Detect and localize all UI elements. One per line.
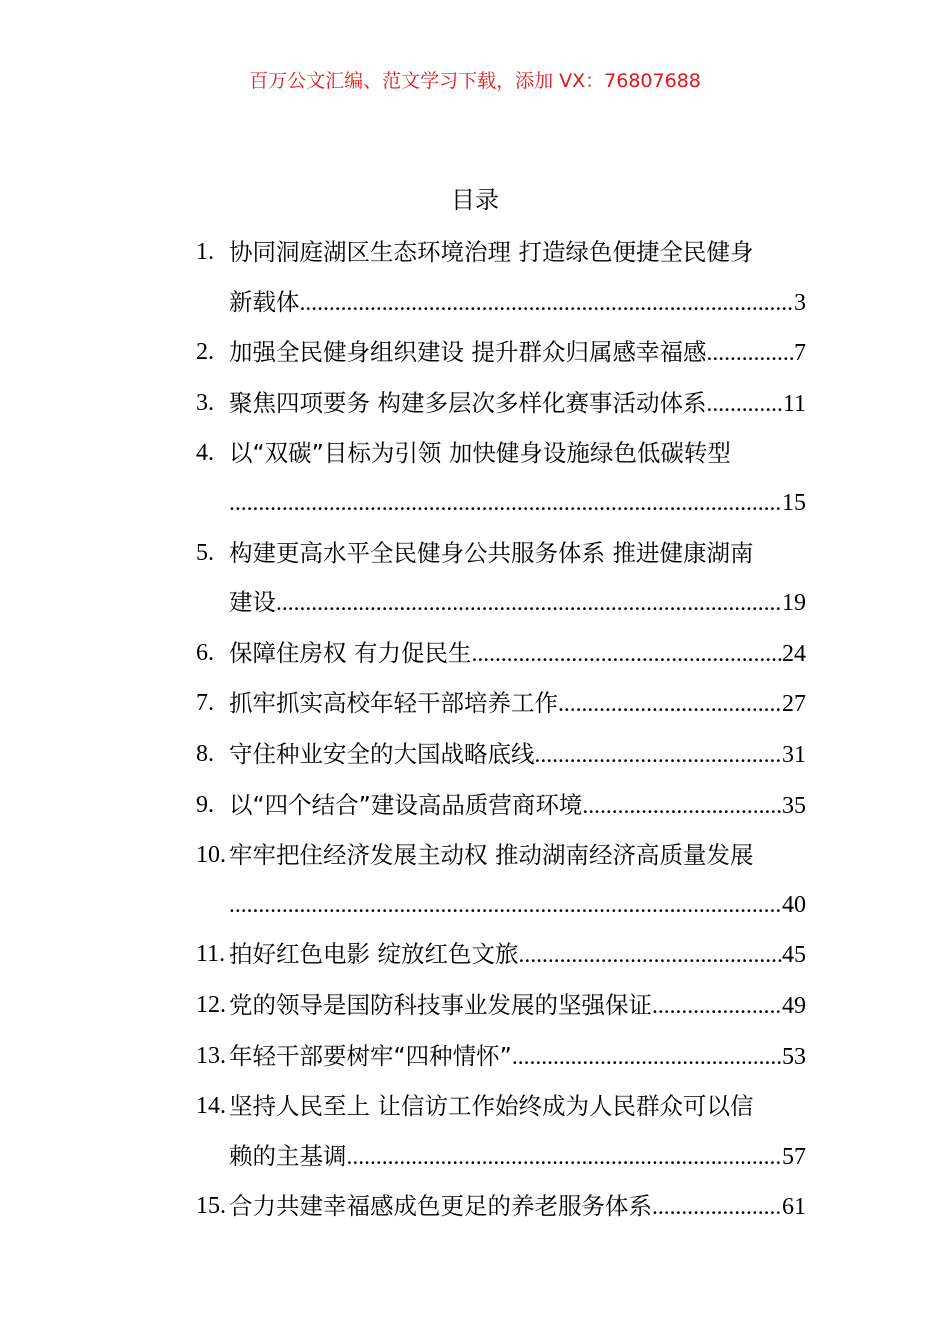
toc-entry-number: 6. — [196, 639, 214, 666]
toc-entry-text — [229, 1032, 806, 1083]
toc-page-number: 40 — [782, 891, 806, 918]
toc-entry-number: 3. — [196, 389, 214, 416]
toc-entry[interactable] — [196, 629, 806, 680]
dot-leader — [300, 279, 795, 329]
dot-leader — [535, 731, 783, 781]
dot-leader — [229, 479, 782, 529]
page-title: 目录 — [451, 186, 499, 214]
toc-entry-text — [229, 629, 806, 680]
toc-entry-last-line — [229, 679, 806, 730]
toc-entry-last-line — [229, 278, 806, 329]
toc-entry-last-line — [229, 629, 806, 680]
toc-entry-text — [229, 730, 806, 781]
toc-entry-number: 11. — [196, 941, 226, 968]
toc-page-number: 15 — [782, 489, 806, 516]
toc-entry-text — [229, 228, 806, 328]
toc-entry-text — [229, 981, 806, 1032]
toc-entry-text — [229, 1182, 806, 1233]
toc-entry[interactable] — [196, 981, 806, 1032]
toc-page-number: 24 — [782, 640, 806, 667]
dot-leader — [652, 1183, 782, 1233]
toc-entry-last-line — [229, 578, 806, 629]
toc-entry-number: 7. — [196, 690, 214, 717]
toc-entry[interactable] — [196, 328, 806, 379]
toc-entry-line: 构建更高水平全民健身公共服务体系 推进健康湖南 — [229, 538, 754, 567]
toc-entry[interactable] — [196, 781, 806, 832]
toc-entry-number: 9. — [196, 791, 214, 818]
toc-entry[interactable] — [196, 228, 806, 328]
toc-entry-number: 14. — [196, 1093, 226, 1120]
toc-entry[interactable] — [196, 379, 806, 430]
toc-entry[interactable] — [196, 930, 806, 981]
toc-page-number: 11 — [782, 390, 806, 417]
toc-page-number: 49 — [782, 992, 806, 1019]
toc-entry-number: 4. — [196, 440, 214, 467]
toc-entry[interactable] — [196, 831, 806, 930]
toc-entry-last-line — [229, 781, 806, 832]
toc-entry-text — [229, 529, 806, 629]
toc-entry[interactable] — [196, 1182, 806, 1233]
toc-entry[interactable] — [196, 529, 806, 629]
toc-entry-line: 新载体 — [229, 287, 300, 316]
toc-entry-last-line — [229, 930, 806, 981]
toc-page-number: 7 — [794, 340, 806, 367]
toc-page-number: 3 — [794, 289, 806, 316]
toc-entry-line: 拍好红色电影 绽放红色文旅 — [229, 940, 519, 969]
dot-leader — [276, 579, 782, 629]
toc-page-number: 19 — [782, 590, 806, 617]
toc-entry-line: 建设 — [229, 588, 276, 617]
toc-entry-number: 10. — [196, 842, 226, 869]
toc-entry-text — [229, 930, 806, 981]
toc-entry-line: 党的领导是国防科技事业发展的坚强保证 — [229, 990, 652, 1019]
toc-entry-last-line — [229, 1132, 806, 1183]
toc-entry-line: 守住种业安全的大国战略底线 — [229, 739, 535, 768]
toc-entry-last-line — [229, 881, 806, 931]
dot-leader — [347, 1133, 783, 1183]
dot-leader — [652, 982, 782, 1032]
dot-leader — [471, 630, 782, 680]
dot-leader — [706, 380, 782, 430]
toc-page-number: 61 — [782, 1194, 806, 1221]
toc-entry[interactable] — [196, 1032, 806, 1083]
toc-entry-last-line — [229, 981, 806, 1032]
toc-page-number: 57 — [782, 1143, 806, 1170]
toc-entry-number: 12. — [196, 991, 226, 1018]
toc-entry[interactable] — [196, 429, 806, 528]
toc-entry-text — [229, 781, 806, 832]
toc-entry-line: 抓牢抓实高校年轻干部培养工作 — [229, 689, 558, 718]
toc-page-number: 53 — [782, 1043, 806, 1070]
toc-entry-text — [229, 679, 806, 730]
toc-entry-text — [229, 429, 806, 528]
toc-entry-number: 8. — [196, 740, 214, 767]
dot-leader — [558, 680, 782, 730]
toc-page-number: 35 — [782, 792, 806, 819]
watermark-header: 百万公文汇编、范文学习下载，添加 VX：76807688 — [249, 70, 701, 92]
dot-leader — [706, 329, 794, 379]
toc-entry-line: 以“四个结合”建设高品质营商环境 — [229, 790, 583, 819]
toc-entry-line: 年轻干部要树牢“四种情怀” — [229, 1041, 512, 1070]
dot-leader — [229, 881, 782, 931]
dot-leader — [582, 782, 782, 832]
toc-entry-line: 保障住房权 有力促民生 — [229, 638, 472, 667]
toc-entry-line: 加强全民健身组织建设 提升群众归属感幸福感 — [229, 338, 707, 367]
dot-leader — [518, 931, 782, 981]
toc-entry-text — [229, 831, 806, 930]
toc-entry-last-line — [229, 1032, 806, 1083]
toc-entry-text — [229, 328, 806, 379]
toc-entry-last-line — [229, 1182, 806, 1233]
toc-entry-number: 1. — [196, 239, 214, 265]
toc-entry-line: 合力共建幸福感成色更足的养老服务体系 — [229, 1192, 652, 1221]
toc-entry[interactable] — [196, 730, 806, 781]
toc-entry-text — [229, 1082, 806, 1182]
toc-entry-number: 5. — [196, 539, 214, 566]
dot-leader — [512, 1033, 782, 1083]
toc-page-number: 27 — [782, 691, 806, 718]
toc-entry-line: 聚焦四项要务 构建多层次多样化赛事活动体系 — [229, 388, 707, 417]
toc-entry-line: 牢牢把住经济发展主动权 推动湖南经济高质量发展 — [229, 841, 754, 870]
table-of-contents — [196, 228, 806, 1233]
toc-entry-line: 协同洞庭湖区生态环境治理 打造绿色便捷全民健身 — [229, 238, 754, 266]
toc-entry-last-line — [229, 328, 806, 379]
toc-entry-line: 坚持人民至上 让信访工作始终成为人民群众可以信 — [229, 1092, 754, 1121]
toc-entry-text — [229, 379, 806, 430]
toc-entry[interactable] — [196, 1082, 806, 1182]
toc-entry-line: 赖的主基调 — [229, 1141, 347, 1170]
toc-page-number: 31 — [782, 741, 806, 768]
toc-entry-line: 以“双碳”目标为引领 加快健身设施绿色低碳转型 — [229, 439, 731, 468]
toc-entry-number: 13. — [196, 1042, 226, 1069]
toc-page-number: 45 — [782, 942, 806, 969]
toc-entry[interactable] — [196, 679, 806, 730]
toc-entry-last-line — [229, 379, 806, 430]
toc-entry-number: 15. — [196, 1193, 226, 1220]
toc-entry-last-line — [229, 730, 806, 781]
toc-entry-number: 2. — [196, 339, 214, 366]
toc-entry-last-line — [229, 479, 806, 529]
